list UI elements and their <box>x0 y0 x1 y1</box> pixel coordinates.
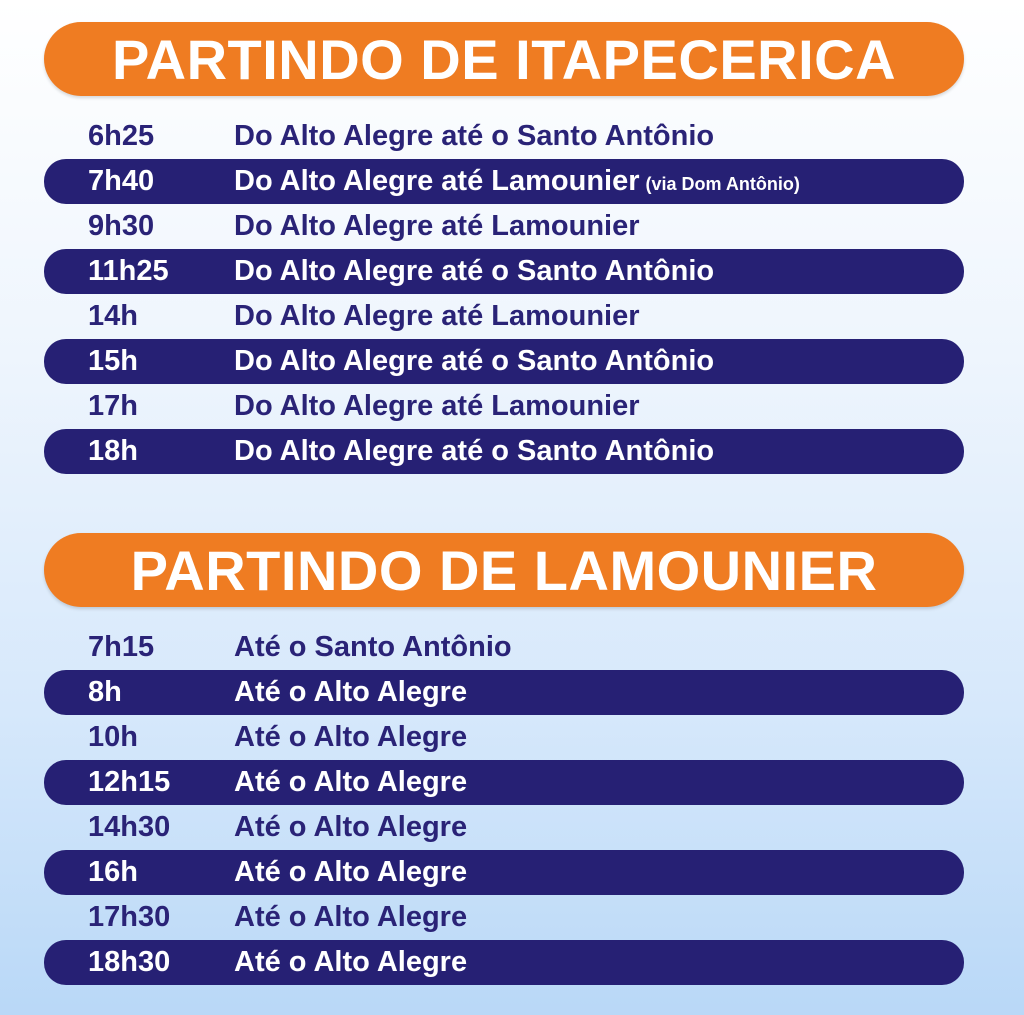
departure-time: 7h40 <box>88 165 155 197</box>
route-description <box>234 901 467 934</box>
route-text: Do Alto Alegre até o Santo Antônio <box>234 345 715 377</box>
route-text: Até o Alto Alegre <box>234 721 468 753</box>
departure-time: 11h25 <box>88 255 169 287</box>
route-text: Até o Alto Alegre <box>234 901 468 933</box>
route-description <box>234 856 467 889</box>
departure-time: 18h30 <box>88 946 171 978</box>
schedule-row <box>44 384 964 429</box>
departure-time: 14h <box>88 300 138 332</box>
route-note: (via Dom Antônio) <box>645 174 800 194</box>
route-text: Do Alto Alegre até o Santo Antônio <box>234 255 715 287</box>
route-description <box>234 435 714 468</box>
schedule-row <box>44 249 964 294</box>
route-text: Do Alto Alegre até Lamounier <box>234 300 640 332</box>
route-text: Do Alto Alegre até o Santo Antônio <box>234 435 715 467</box>
schedule-list <box>0 114 1024 474</box>
departure-time: 14h30 <box>88 811 171 843</box>
section-header: PARTINDO DE ITAPECERICA <box>44 22 964 96</box>
departure-time: 17h <box>88 390 138 422</box>
route-description <box>234 255 714 288</box>
departure-time: 9h30 <box>88 210 155 242</box>
schedule-row <box>44 204 964 249</box>
route-description <box>234 345 714 378</box>
departure-time: 8h <box>88 676 122 708</box>
route-text: Até o Alto Alegre <box>234 766 468 798</box>
departure-time: 7h15 <box>88 631 155 663</box>
schedule-row <box>44 294 964 339</box>
schedule-row <box>44 339 964 384</box>
route-text: Até o Alto Alegre <box>234 676 468 708</box>
schedule-row <box>44 760 964 805</box>
route-text: Do Alto Alegre até o Santo Antônio <box>234 120 715 152</box>
route-description <box>234 300 640 333</box>
section-header: PARTINDO DE LAMOUNIER <box>44 533 964 607</box>
route-description <box>234 811 467 844</box>
departure-time: 15h <box>88 345 138 377</box>
schedule-row <box>44 159 964 204</box>
route-text: Até o Alto Alegre <box>234 811 468 843</box>
schedule-row <box>44 429 964 474</box>
departure-time: 16h <box>88 856 138 888</box>
departure-time: 6h25 <box>88 120 155 152</box>
schedule-row <box>44 114 964 159</box>
schedule-list <box>0 625 1024 985</box>
route-description <box>234 631 512 664</box>
route-text: Do Alto Alegre até Lamounier <box>234 165 640 197</box>
route-text: Do Alto Alegre até Lamounier <box>234 390 640 422</box>
schedule-row <box>44 940 964 985</box>
route-text: Do Alto Alegre até Lamounier <box>234 210 640 242</box>
route-text: Até o Alto Alegre <box>234 946 468 978</box>
schedule-row <box>44 850 964 895</box>
route-description <box>234 165 800 198</box>
schedule-row <box>44 625 964 670</box>
schedule-row <box>44 805 964 850</box>
route-description <box>234 766 467 799</box>
departure-time: 12h15 <box>88 766 171 798</box>
route-description <box>234 210 640 243</box>
schedule-row <box>44 715 964 760</box>
schedule-row <box>44 895 964 940</box>
departure-time: 17h30 <box>88 901 171 933</box>
route-description <box>234 676 467 709</box>
departure-time: 10h <box>88 721 138 753</box>
route-description <box>234 120 714 153</box>
schedule-row <box>44 670 964 715</box>
route-text: Até o Santo Antônio <box>234 631 512 663</box>
departure-time: 18h <box>88 435 138 467</box>
route-description <box>234 390 640 423</box>
route-description <box>234 946 467 979</box>
route-description <box>234 721 467 754</box>
route-text: Até o Alto Alegre <box>234 856 468 888</box>
